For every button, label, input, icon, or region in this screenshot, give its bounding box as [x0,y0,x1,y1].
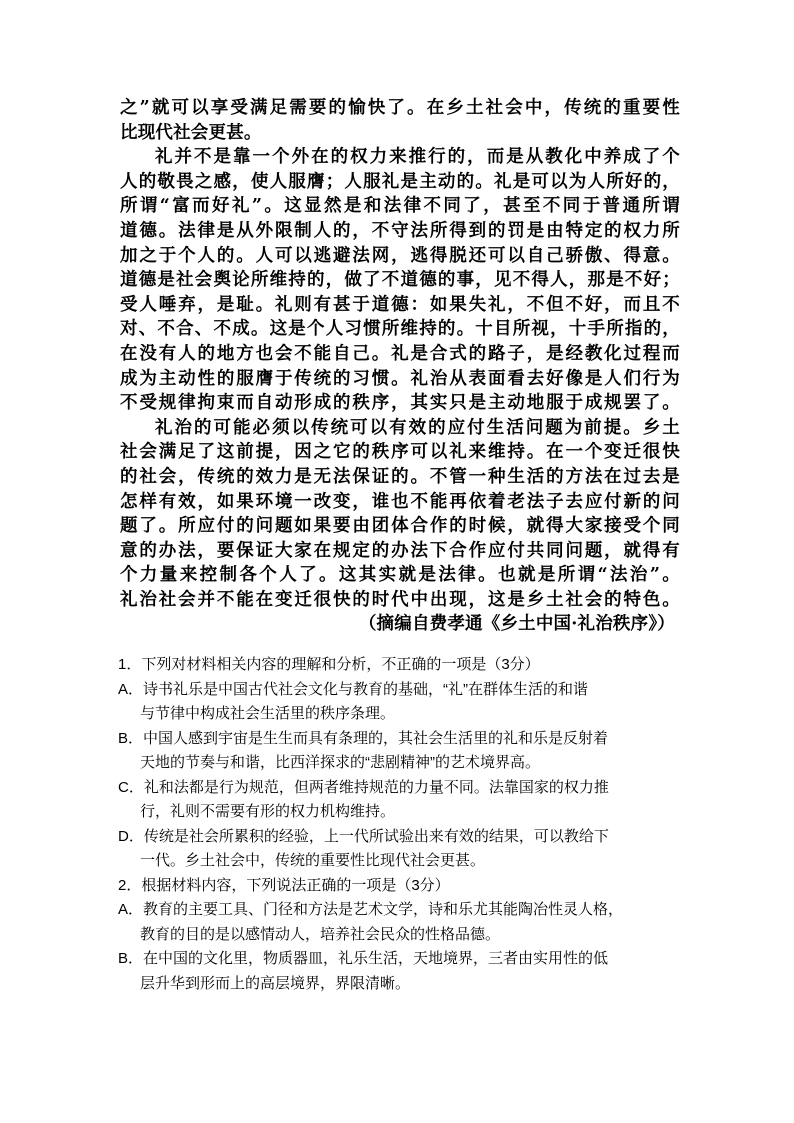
question-stem: 1．下列对材料相关内容的理解和分析，不正确的一项是（3分） [118,656,540,673]
option-b-cont: 层升华到形而上的高层境界，界限清晰。 [140,974,411,992]
passage-line: 所谓“富而好礼”。这显然是和法律不同了，甚至不同于普通所谓 [120,196,680,217]
passage-line: 意的办法，要保证大家在规定的办法下合作应付共同问题，就得有 [120,540,680,561]
passage-line: 礼治的可能必须以传统可以有效的应付生活问题为前提。乡土 [155,417,680,438]
option-a-cont: 与节律中构成社会生活里的秩序条理。 [140,705,396,722]
passage-line: 社会满足了这前提，因之它的秩序可以礼来维持。在一个变迁很快 [120,442,680,463]
passage-line: 人的敬畏之感，使人服膺；人服礼是主动的。礼是可以为人所好的， [120,171,680,192]
passage-source: （摘编自费孝通《乡土中国·礼治秩序》） [358,614,675,635]
option-c: C．礼和法都是行为规范，但两者维持规范的力量不同。法靠国家的权力推 [118,778,609,796]
option-d: D．传统是社会所累积的经验，上一代所试验出来有效的结果，可以教给下 [118,827,609,845]
passage-line: 题了。所应付的问题如果要由团体合作的时候，就得大家接受个同 [120,516,680,537]
option-a: A．教育的主要工具、门径和方法是艺术文学，诗和乐尤其能陶冶性灵人格， [118,901,624,918]
passage-line: 在没有人的地方也会不能自己。礼是合式的路子，是经教化过程而 [120,343,680,364]
passage-line: 礼治社会并不能在变迁很快的时代中出现，这是乡土社会的特色。 [120,589,680,610]
reading-passage [120,96,680,637]
option-b: B．中国人感到宇宙是生生而具有条理的，其社会生活里的礼和乐是反射着 [118,729,609,747]
passage-line: 加之于个人的。人可以逃避法网，逃得脱还可以自己骄傲、得意。 [120,245,680,266]
passage-line: 对、不合、不成。这是个人习惯所维持的。十目所视，十手所指的， [120,319,680,340]
passage-line: 道德。法律是从外限制人的，不守法所得到的罚是由特定的权力所 [120,220,680,241]
option-a-cont: 教育的目的是以感情动人，培养社会民众的性格品德。 [140,925,501,943]
passage-line: 受人唾弃，是耻。礼则有甚于道德：如果失礼，不但不好，而且不 [120,294,680,315]
passage-line: 礼并不是靠一个外在的权力来推行的，而是从教化中养成了个 [155,147,680,168]
passage-line: 成为主动性的服膺于传统的习惯。礼治从表面看去好像是人们行为 [120,368,680,389]
passage-line: 不受规律拘束而自动形成的秩序，其实只是主动地服于成规罢了。 [120,393,680,414]
passage-line: 的社会，传统的效力是无法保证的。不管一种生活的方法在过去是 [120,466,680,487]
question-2 [118,874,684,997]
passage-line: 怎样有效，如果环境一改变，谁也不能再依着老法子去应付新的问 [120,491,680,512]
passage-line: 个力量来控制各个人了。这其实就是法律。也就是所谓“法治”。 [120,565,680,586]
passage-line: 道德是社会舆论所维持的，做了不道德的事，见不得人，那是不好； [120,270,680,291]
option-d-cont: 一代。乡土社会中，传统的重要性比现代社会更甚。 [140,852,486,869]
question-stem: 2．根据材料内容，下列说法正确的一项是（3分） [118,876,450,894]
option-a: A．诗书礼乐是中国古代社会文化与教育的基础，“礼”在群体生活的和谐 [118,680,588,698]
option-c-cont: 行，礼则不需要有形的权力机构维持。 [140,803,396,820]
option-b: B．在中国的文化里，物质器皿，礼乐生活，天地境界，三者由实用性的低 [118,950,609,967]
question-1 [118,653,684,874]
passage-line: 比现代社会更甚。 [120,122,262,143]
question-section [118,653,684,996]
option-b-cont: 天地的节奏与和谐，比西洋探求的“悲剧精神”的艺术境界高。 [140,754,540,771]
passage-line: 之”就可以享受满足需要的愉快了。在乡土社会中，传统的重要性 [120,98,680,118]
